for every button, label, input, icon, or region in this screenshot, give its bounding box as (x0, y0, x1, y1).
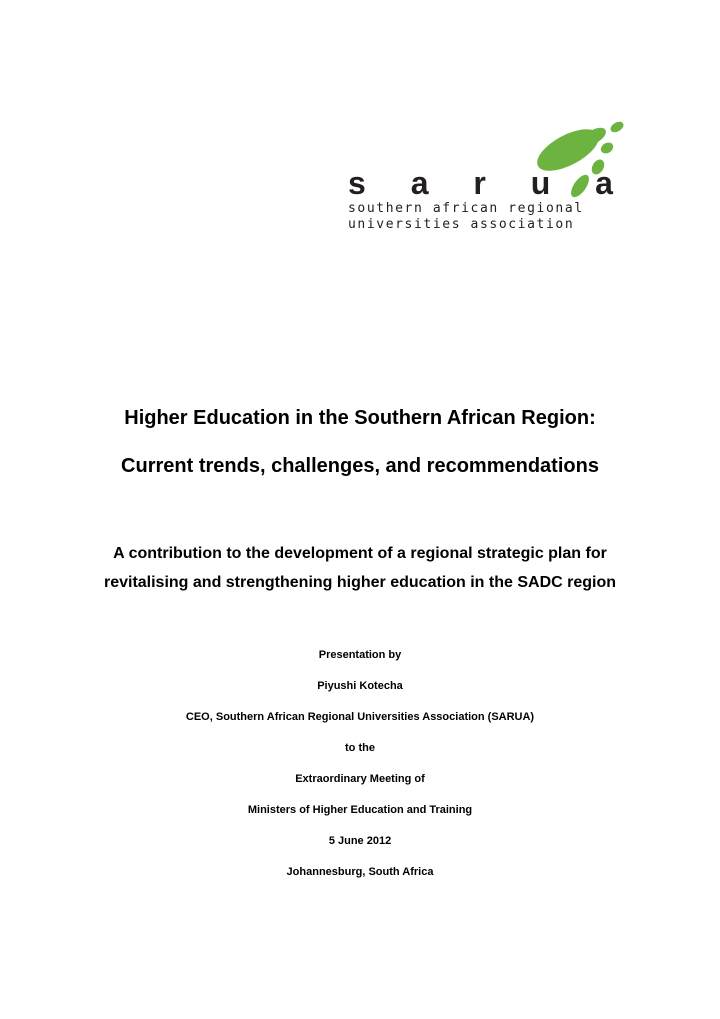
event-line1: Extraordinary Meeting of (295, 773, 425, 785)
sarua-logo-graphic (346, 120, 636, 235)
presentation-location: Johannesburg, South Africa (286, 866, 434, 878)
logo-tagline-line2: universities association (348, 217, 575, 232)
logo-leaf-small-3 (599, 140, 615, 155)
presentation-date: 5 June 2012 (328, 835, 392, 847)
document-title-line1: Higher Education in the Southern African Region: (124, 407, 596, 429)
logo-leaf-small-2 (609, 120, 626, 134)
presenter-role: CEO, Southern African Regional Universities Association (SARUA) (185, 711, 535, 723)
event-line2: Ministers of Higher Education and Training (247, 804, 473, 816)
logo-tagline-line1: southern african regional (348, 201, 584, 216)
subtitle-line2: revitalising and strengthening higher education in the SADC region (103, 574, 617, 591)
logo-wordmark: s a r u a (348, 165, 631, 201)
to-the-label: to the (345, 742, 375, 754)
sarua-logo (346, 120, 636, 235)
document-title-line2: Current trends, challenges, and recommendations (121, 455, 599, 477)
subtitle-line1: A contribution to the development of a regional strategic plan for (113, 545, 607, 562)
presenter-name: Piyushi Kotecha (317, 680, 403, 692)
presented-by-label: Presentation by (318, 649, 402, 661)
document-subtitle (0, 539, 720, 597)
